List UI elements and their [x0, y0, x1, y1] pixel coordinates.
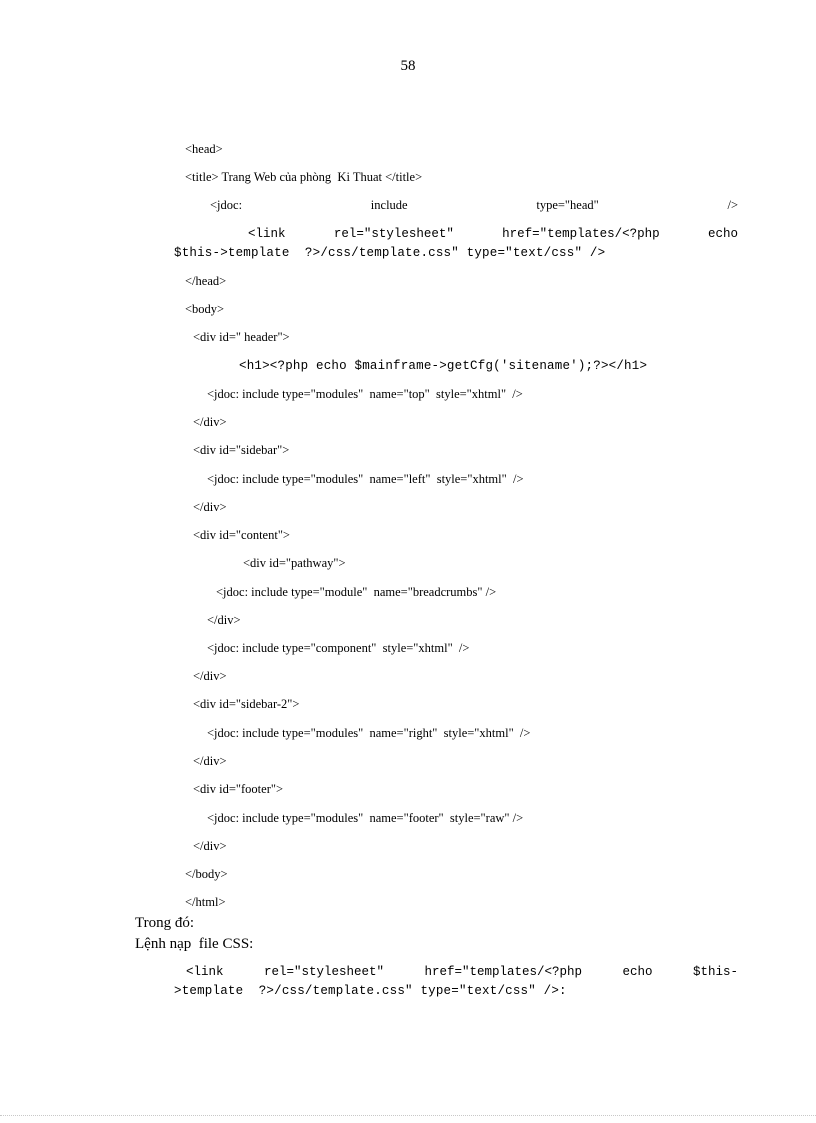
- code-link-2-line-2: >template ?>/css/template.css" type="text/css" />:: [174, 984, 567, 998]
- code-div-close: </div>: [193, 839, 227, 853]
- code-head-open: <head>: [185, 142, 223, 156]
- code-jdoc-head: [210, 197, 738, 213]
- code-div-pathway: <div id="pathway">: [243, 556, 346, 570]
- code-jdoc-right: <jdoc: include type="modules" name="right" style="xhtml" />: [207, 726, 531, 740]
- code-body-close: </body>: [185, 867, 228, 881]
- code-jdoc-top: <jdoc: include type="modules" name="top" style="xhtml" />: [207, 387, 523, 401]
- code-div-footer: <div id="footer">: [193, 782, 284, 796]
- code-div-close: </div>: [193, 500, 227, 514]
- code-div-close: </div>: [193, 669, 227, 683]
- code-link-2-line-1: <link rel="stylesheet" href="templates/<?php echo $this-: [186, 965, 738, 979]
- jdoc-head-part-3: type="head": [536, 198, 599, 212]
- code-div-sidebar: <div id="sidebar">: [193, 443, 290, 457]
- code-jdoc-left: <jdoc: include type="modules" name="left" style="xhtml" />: [207, 472, 524, 486]
- text-lenh-nap-css: Lệnh nạp file CSS:: [135, 936, 254, 952]
- text-trong-do: Trong đó:: [135, 915, 195, 931]
- code-jdoc-breadcrumbs: <jdoc: include type="module" name="breadcrumbs" />: [216, 585, 497, 599]
- jdoc-head-part-4: />: [727, 198, 738, 212]
- code-jdoc-footer: <jdoc: include type="modules" name="footer" style="raw" />: [207, 811, 524, 825]
- code-html-close: </html>: [185, 895, 226, 909]
- code-div-close: </div>: [193, 415, 227, 429]
- code-link-line-1: <link rel="stylesheet" href="templates/<?php echo: [248, 227, 738, 241]
- jdoc-head-part-2: include: [370, 198, 408, 212]
- code-jdoc-component: <jdoc: include type="component" style="xhtml" />: [207, 641, 470, 655]
- code-title: <title> Trang Web của phòng Ki Thuat </title>: [185, 170, 423, 184]
- code-div-header: <div id=" header">: [193, 330, 290, 344]
- code-h1: <h1><?php echo $mainframe->getCfg('sitename');?></h1>: [239, 359, 648, 373]
- code-div-content: <div id="content">: [193, 528, 290, 542]
- code-head-close: </head>: [185, 274, 227, 288]
- code-div-close: </div>: [207, 613, 241, 627]
- page-bottom-rule: [0, 1115, 816, 1116]
- code-link-line-2: $this->template ?>/css/template.css" type="text/css" />: [174, 246, 606, 260]
- jdoc-head-part-1: <jdoc:: [210, 198, 243, 212]
- code-div-sidebar-2: <div id="sidebar-2">: [193, 697, 300, 711]
- page-number: 58: [400, 58, 416, 74]
- code-body-open: <body>: [185, 302, 225, 316]
- code-div-close: </div>: [193, 754, 227, 768]
